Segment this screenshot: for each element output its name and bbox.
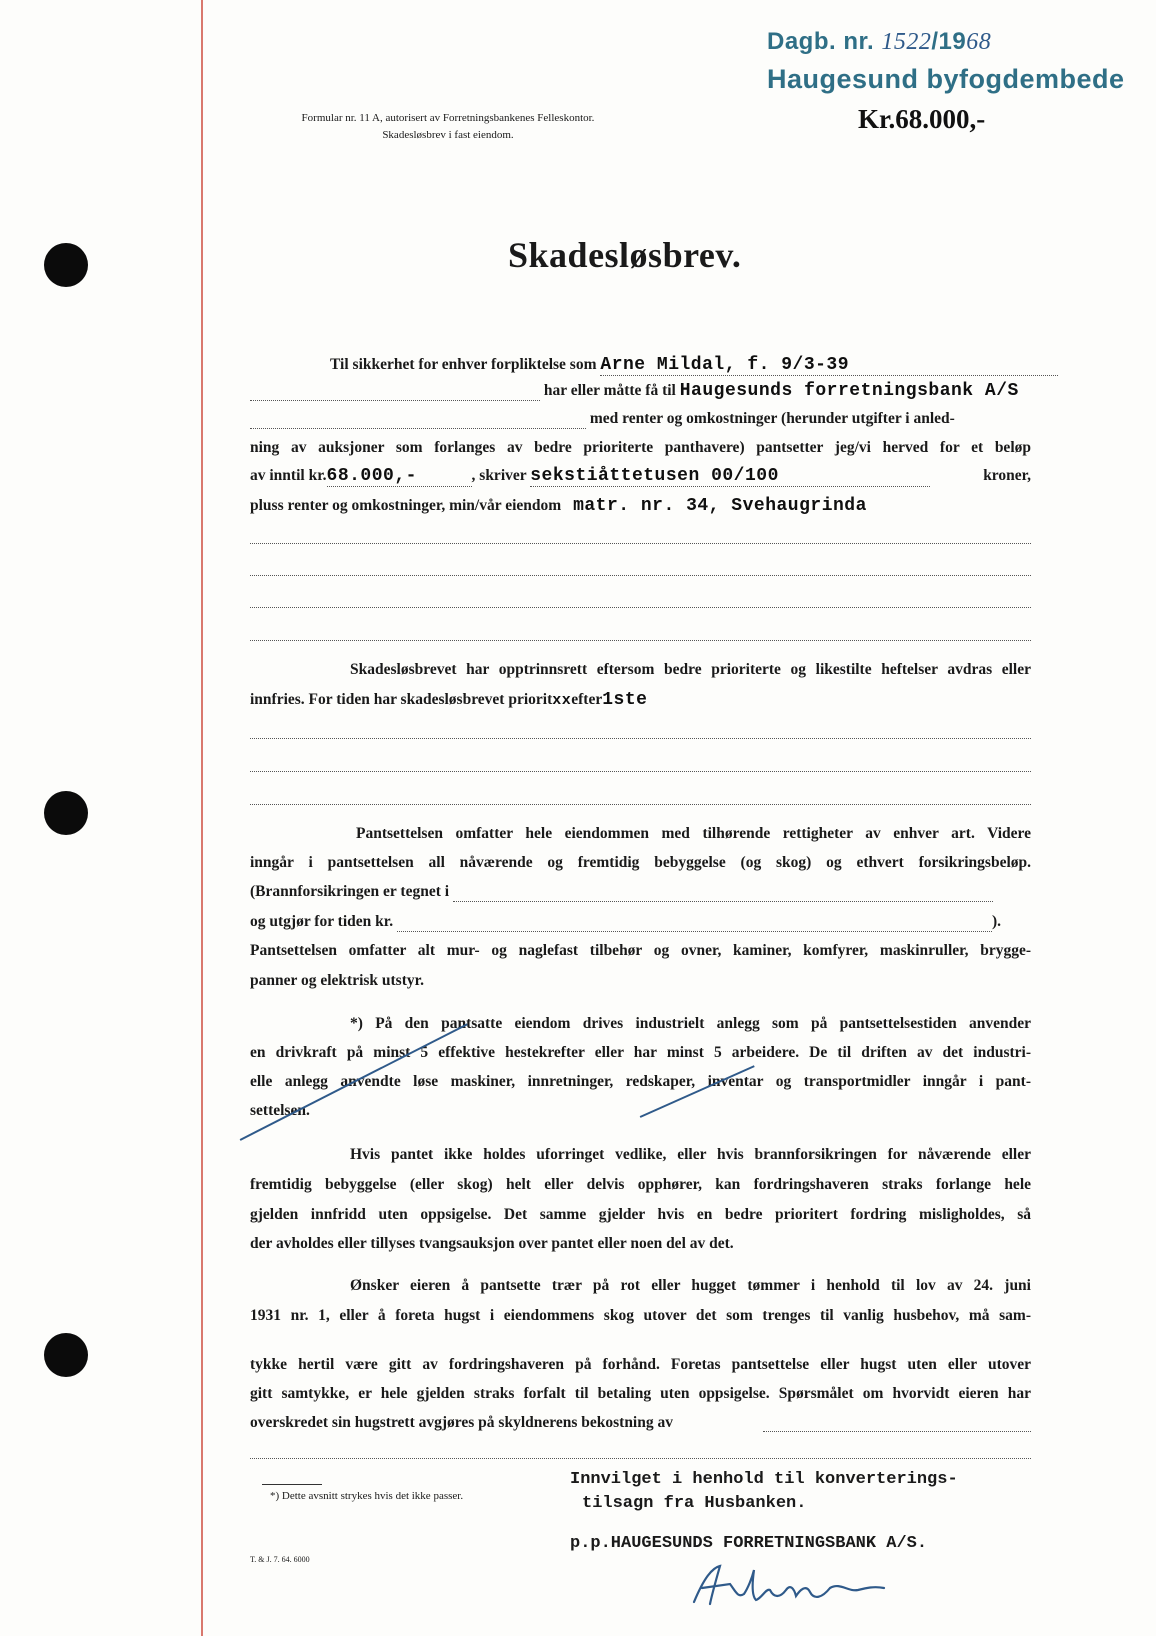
punch-hole-middle bbox=[44, 791, 88, 835]
blank-rule bbox=[250, 607, 1031, 608]
priority-value: 1ste bbox=[602, 690, 648, 710]
blank-field bbox=[250, 382, 540, 401]
body-line-1 bbox=[330, 355, 1031, 376]
pledge-line-1: Pantsettelsen omfatter hele eiendommen med tilhørende rettigheter av enhver art. Videre bbox=[356, 825, 1031, 842]
timber-line-1: Ønsker eieren å pantsette trær på rot eller hugget tømmer i henhold til lov av 24. juni bbox=[350, 1277, 1031, 1294]
industry-line-4: settelsen. bbox=[250, 1102, 310, 1119]
insurer-field bbox=[453, 883, 993, 902]
amount-heading: Kr.68.000,- bbox=[858, 104, 986, 134]
text-segment: ). bbox=[991, 913, 1002, 930]
text-segment: har eller måtte få til bbox=[543, 382, 676, 399]
blank-rule bbox=[250, 738, 1031, 739]
property-id: matr. nr. 34, Svehaugrinda bbox=[573, 496, 867, 516]
body-line-3 bbox=[250, 409, 1031, 429]
insured-amount-field bbox=[397, 913, 992, 932]
pledge-line-4 bbox=[250, 912, 1031, 932]
struck-letters: xx bbox=[552, 692, 572, 709]
maintenance-line-1: Hvis pantet ikke holdes uforringet vedlike, eller hvis brannforsikringen for nåværende eller bbox=[350, 1146, 1031, 1163]
blank-field bbox=[250, 410, 586, 429]
signature-line-1: Innvilget i henhold til konverterings- bbox=[570, 1470, 958, 1489]
form-header bbox=[238, 110, 658, 144]
year-prefix: /19 bbox=[931, 28, 967, 55]
amount-words: sekstiåttetusen 00/100 bbox=[530, 466, 779, 486]
blank-rule bbox=[250, 804, 1031, 805]
handwritten-signature bbox=[690, 1558, 890, 1613]
body-line-2 bbox=[250, 381, 1031, 401]
text-segment: Til sikkerhet for enhver forpliktelse som bbox=[330, 356, 597, 373]
amount-words-field bbox=[530, 466, 930, 487]
amount-digits: 68.000,- bbox=[326, 466, 417, 486]
maintenance-line-4: der avholdes eller tillyses tvangsauksjon over pantet eller noen del av det. bbox=[250, 1235, 734, 1252]
text-segment: efter bbox=[571, 691, 603, 708]
footnote: *) Dette avsnitt strykes hvis det ikke passer. bbox=[270, 1490, 464, 1502]
timber-line-2: 1931 nr. 1, eller å foreta hugst i eiendommens skog utover det som trenges til vanlig husbehov, må sam- bbox=[250, 1307, 1031, 1324]
text-segment: av inntil kr. bbox=[250, 467, 327, 484]
text-segment: overskredet sin hugstrett avgjøres på skyldnerens bekostning av bbox=[250, 1414, 673, 1431]
blank-rule bbox=[250, 771, 1031, 772]
year-suffix: 68 bbox=[966, 29, 992, 55]
margin-line bbox=[201, 0, 203, 1636]
pledge-line-6: panner og elektrisk utstyr. bbox=[250, 972, 424, 989]
timber-line-4: gitt samtykke, er hele gjelden straks forfalt til betaling uten oppsigelse. Spørsmålet om hvorvidt eieren har bbox=[250, 1385, 1031, 1402]
pledge-line-5: Pantsettelsen omfatter alt mur- og naglefast tilbehør og ovner, kaminer, komfyrer, maskinruller, brygge- bbox=[250, 942, 1031, 959]
debtor-field bbox=[600, 355, 1058, 376]
priority-line-1: Skadesløsbrevet har opptrinnsrett eftersom bedre prioriterte og likestilte heftelser avdras eller bbox=[350, 661, 1031, 678]
dagb-number: 1522 bbox=[881, 29, 932, 55]
signature-line-2: tilsagn fra Husbanken. bbox=[582, 1494, 807, 1513]
industry-line-2: en drivkraft på minst 5 effektive hestekrefter eller har minst 5 arbeidere. De til driften av det industri- bbox=[250, 1044, 1031, 1061]
punch-hole-top bbox=[44, 243, 88, 287]
registration-stamp bbox=[767, 28, 991, 56]
body-line-6 bbox=[250, 496, 1031, 516]
body-line-5 bbox=[250, 466, 1031, 487]
text-segment: (Brannforsikringen er tegnet i bbox=[250, 883, 450, 900]
text-segment: , skriver bbox=[471, 467, 527, 484]
text-segment: og utgjør for tiden kr. bbox=[250, 913, 394, 930]
text-segment: med renter og omkostninger (herunder utgifter i anled- bbox=[589, 410, 955, 427]
debtor-name: Arne Mildal, f. 9/3-39 bbox=[600, 355, 850, 375]
punch-hole-bottom bbox=[44, 1333, 88, 1377]
industry-line-3: elle anlegg anvendte løse maskiner, innretninger, redskaper, inventar og transportmidler inngår i pant- bbox=[250, 1073, 1031, 1090]
text-segment: innfries. For tiden har skadesløsbrevet priorit bbox=[250, 691, 553, 708]
amount-field bbox=[327, 466, 472, 487]
cost-bearer-field bbox=[763, 1413, 1031, 1432]
timber-line-3: tykke hertil være gitt av fordringshaveren på forhånd. Foretas pantsettelse eller hugst uten eller utover bbox=[250, 1356, 1031, 1373]
blank-rule bbox=[250, 543, 1031, 544]
text-segment: kroner, bbox=[983, 467, 1031, 484]
maintenance-line-3: gjelden innfridd uten oppsigelse. Det samme gjelder hvis en bedre prioritert fordring misligholdes, så bbox=[250, 1206, 1031, 1223]
pledge-line-3 bbox=[250, 882, 1031, 902]
footnote-rule bbox=[262, 1484, 322, 1485]
formular-line-1: Formular nr. 11 A, autorisert av Forretningsbankenes Felleskontor. bbox=[301, 112, 595, 124]
text-segment: pluss renter og omkostninger, min/vår eiendom bbox=[250, 497, 562, 514]
blank-rule bbox=[250, 1458, 1031, 1459]
dagb-label: Dagb. nr. bbox=[767, 28, 875, 55]
print-info: T. & J. 7. 64. 6000 bbox=[250, 1555, 310, 1564]
signature-line-3: p.p.HAUGESUNDS FORRETNINGSBANK A/S. bbox=[570, 1534, 928, 1553]
blank-rule bbox=[250, 640, 1031, 641]
priority-line-2 bbox=[250, 690, 1031, 711]
blank-rule bbox=[250, 575, 1031, 576]
creditor-name: Haugesunds forretningsbank A/S bbox=[679, 381, 1019, 401]
maintenance-line-2: fremtidig bebyggelse (eller skog) helt eller delvis opphører, kan fordringshaveren straks forlange hele bbox=[250, 1176, 1031, 1193]
office-stamp: Haugesund byfogdembede bbox=[767, 64, 1125, 94]
body-line-4: ning av auksjoner som forlanges av bedre prioriterte panthavere) pantsetter jeg/vi herved for et beløp bbox=[250, 439, 1031, 456]
industry-line-1: *) På den pantsatte eiendom drives industrielt anlegg som på pantsettelsestiden anvender bbox=[350, 1015, 1031, 1032]
formular-line-2: Skadesløsbrev i fast eiendom. bbox=[382, 129, 514, 141]
document-title: Skadesløsbrev. bbox=[508, 235, 742, 275]
pledge-line-2: inngår i pantsettelsen all nåværende og fremtidig bebyggelse (og skog) og ethvert forsikringsbeløp. bbox=[250, 854, 1031, 871]
timber-line-5 bbox=[250, 1413, 1031, 1433]
